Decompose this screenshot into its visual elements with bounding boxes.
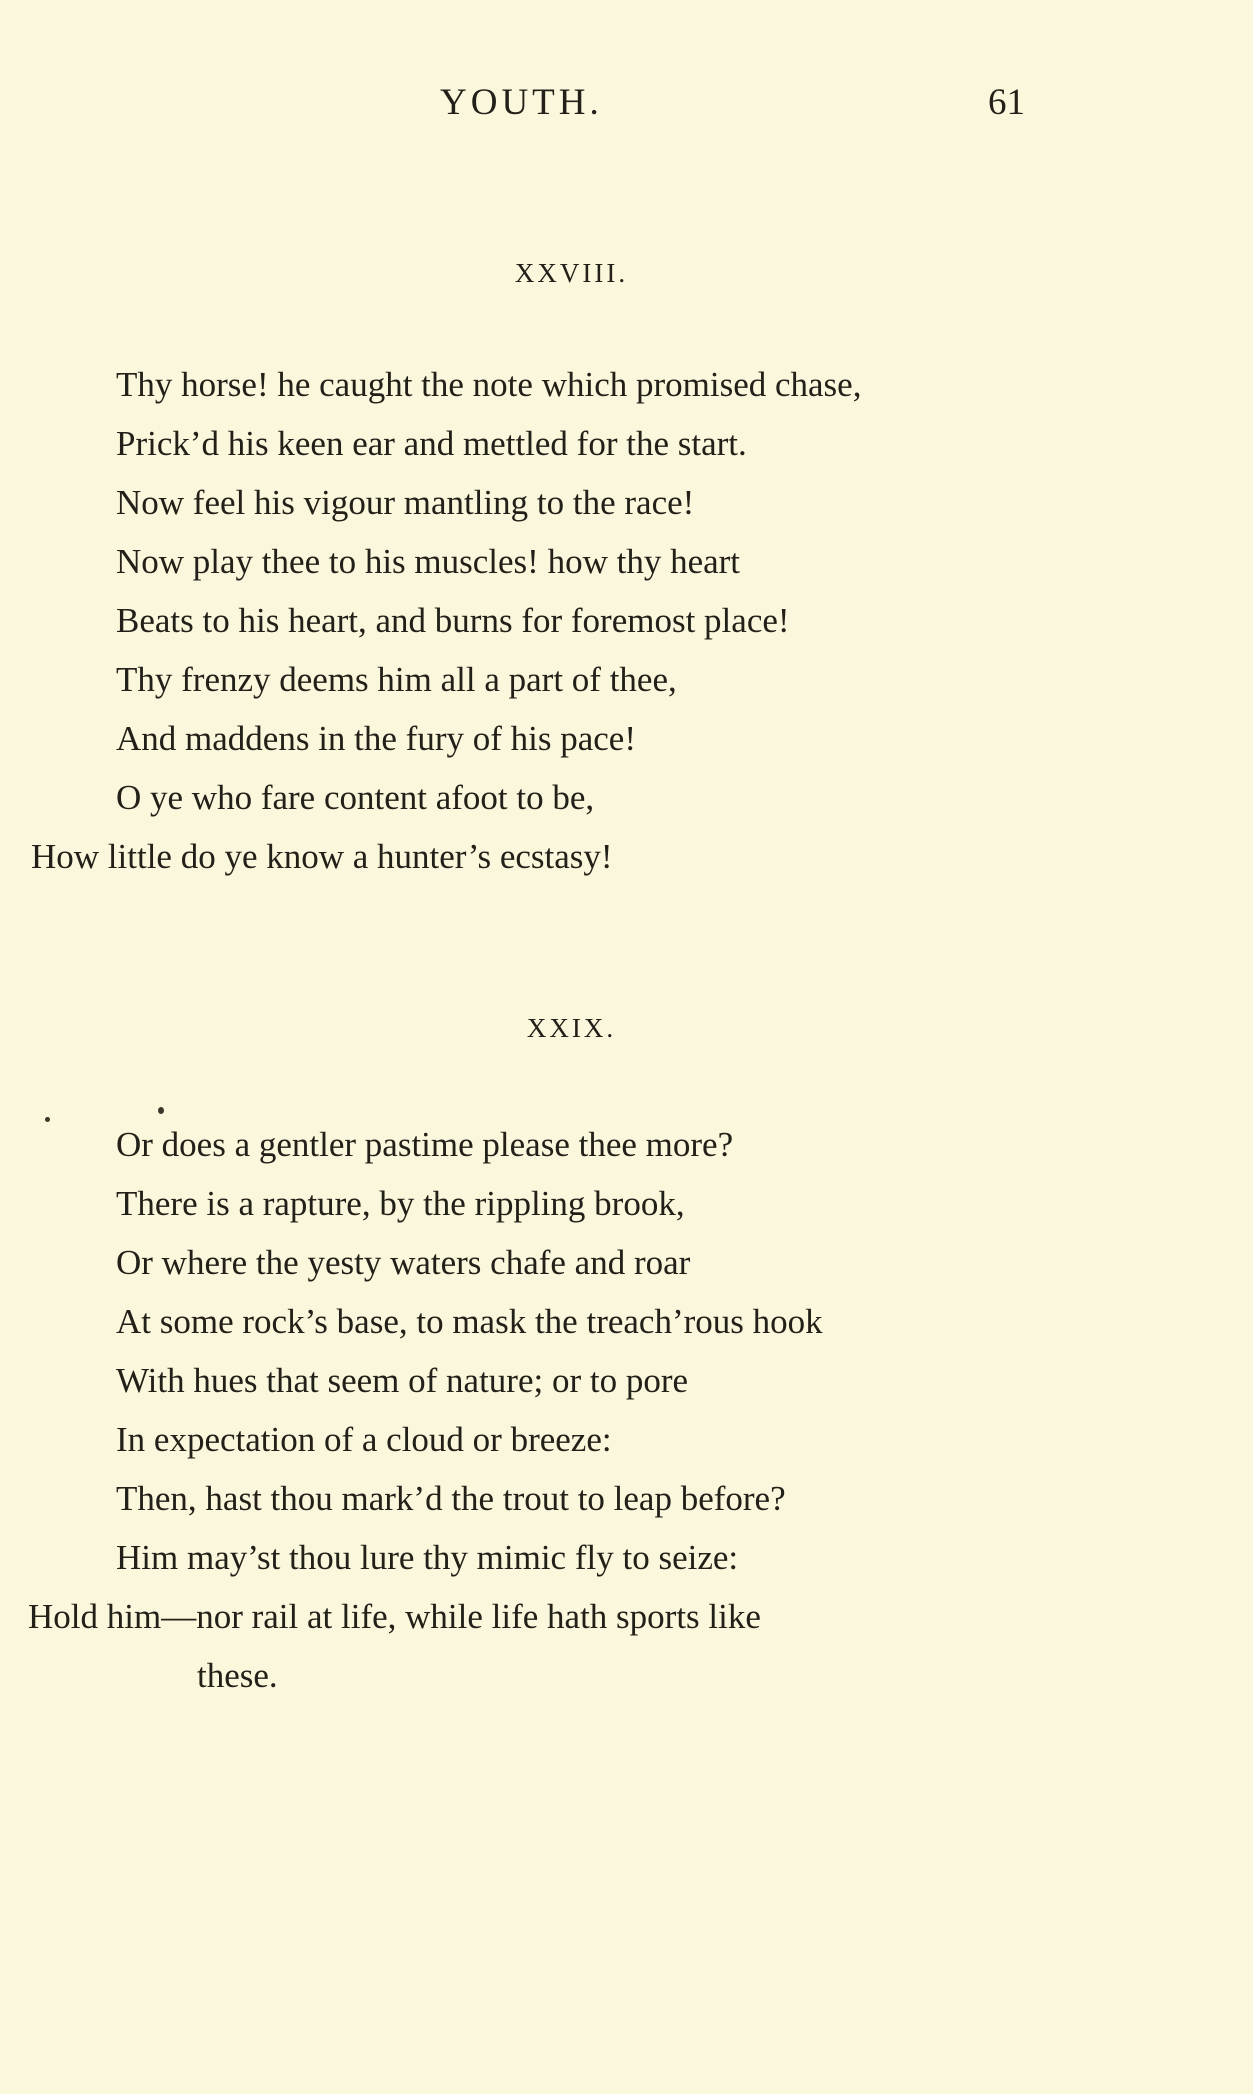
verse-line: Or where the yesty waters chafe and roar [116,1243,691,1282]
verse-line: How little do ye know a hunter’s ecstasy! [31,837,613,876]
ink-speck [45,1117,50,1122]
running-head [0,78,1253,128]
verse-line: Hold him—nor rail at life, while life hath sports like [28,1597,761,1636]
verse-line: Beats to his heart, and burns for foremost place! [116,601,790,640]
verse-line: Thy frenzy deems him all a part of thee, [116,660,677,699]
page-number: 61 [988,82,1025,123]
verse-line: Now play thee to his muscles! how thy heart [116,542,741,581]
verse-line: Thy horse! he caught the note which promised chase, [116,365,862,404]
verse-line: At some rock’s base, to mask the treach’rous hook [116,1302,823,1341]
verse-line: Then, hast thou mark’d the trout to leap before? [116,1479,786,1518]
verse-line: Prick’d his keen ear and mettled for the start. [116,424,747,463]
verse-line: And maddens in the fury of his pace! [116,719,636,758]
ink-speck [158,1107,164,1114]
running-head-title: YOUTH. [440,82,603,123]
verse-line: O ye who fare content afoot to be, [116,778,595,817]
verse-line: In expectation of a cloud or breeze: [116,1420,612,1459]
stanza-number: XXIX. [526,1013,617,1043]
verse-line: Or does a gentler pastime please thee more? [116,1125,734,1164]
verse-line: With hues that seem of nature; or to pore [116,1361,689,1400]
verse-line-turnover: these. [197,1656,278,1695]
verse-line: Him may’st thou lure thy mimic fly to seize: [116,1538,739,1577]
stanza-number: XXVIII. [514,258,629,288]
verse-line: There is a rapture, by the rippling brook, [116,1184,685,1223]
verse-line: Now feel his vigour mantling to the race! [116,483,695,522]
